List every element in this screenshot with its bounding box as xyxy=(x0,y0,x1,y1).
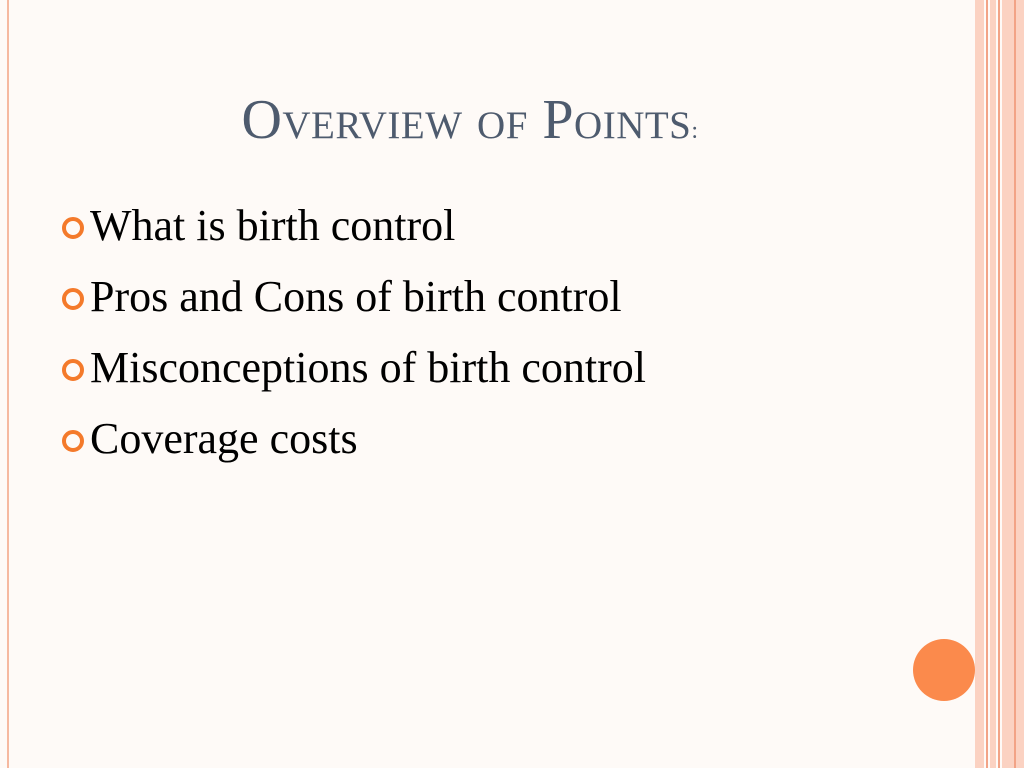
bullet-list xyxy=(62,190,646,474)
bullet-text: What is birth control xyxy=(90,201,456,250)
right-stripe xyxy=(990,0,996,768)
bullet-item xyxy=(62,403,646,474)
slide-title-colon: : xyxy=(691,118,699,144)
bullet-ring-icon xyxy=(62,359,84,381)
right-stripe xyxy=(1014,0,1016,768)
right-stripe xyxy=(986,0,988,768)
bullet-ring-icon xyxy=(62,217,84,239)
bullet-ring-icon xyxy=(62,430,84,452)
right-stripe xyxy=(1002,0,1024,768)
bullet-text: Coverage costs xyxy=(90,414,358,463)
bullet-text: Pros and Cons of birth control xyxy=(90,272,622,321)
decorative-circle xyxy=(913,639,975,701)
bullet-item xyxy=(62,261,646,332)
bullet-item xyxy=(62,190,646,261)
bullet-ring-icon xyxy=(62,288,84,310)
right-stripe xyxy=(975,0,984,768)
bullet-item xyxy=(62,332,646,403)
slide-title xyxy=(0,88,940,152)
bullet-text: Misconceptions of birth control xyxy=(90,343,647,392)
slide-title-text: Overview of Points xyxy=(241,89,692,151)
right-stripe xyxy=(998,0,1000,768)
